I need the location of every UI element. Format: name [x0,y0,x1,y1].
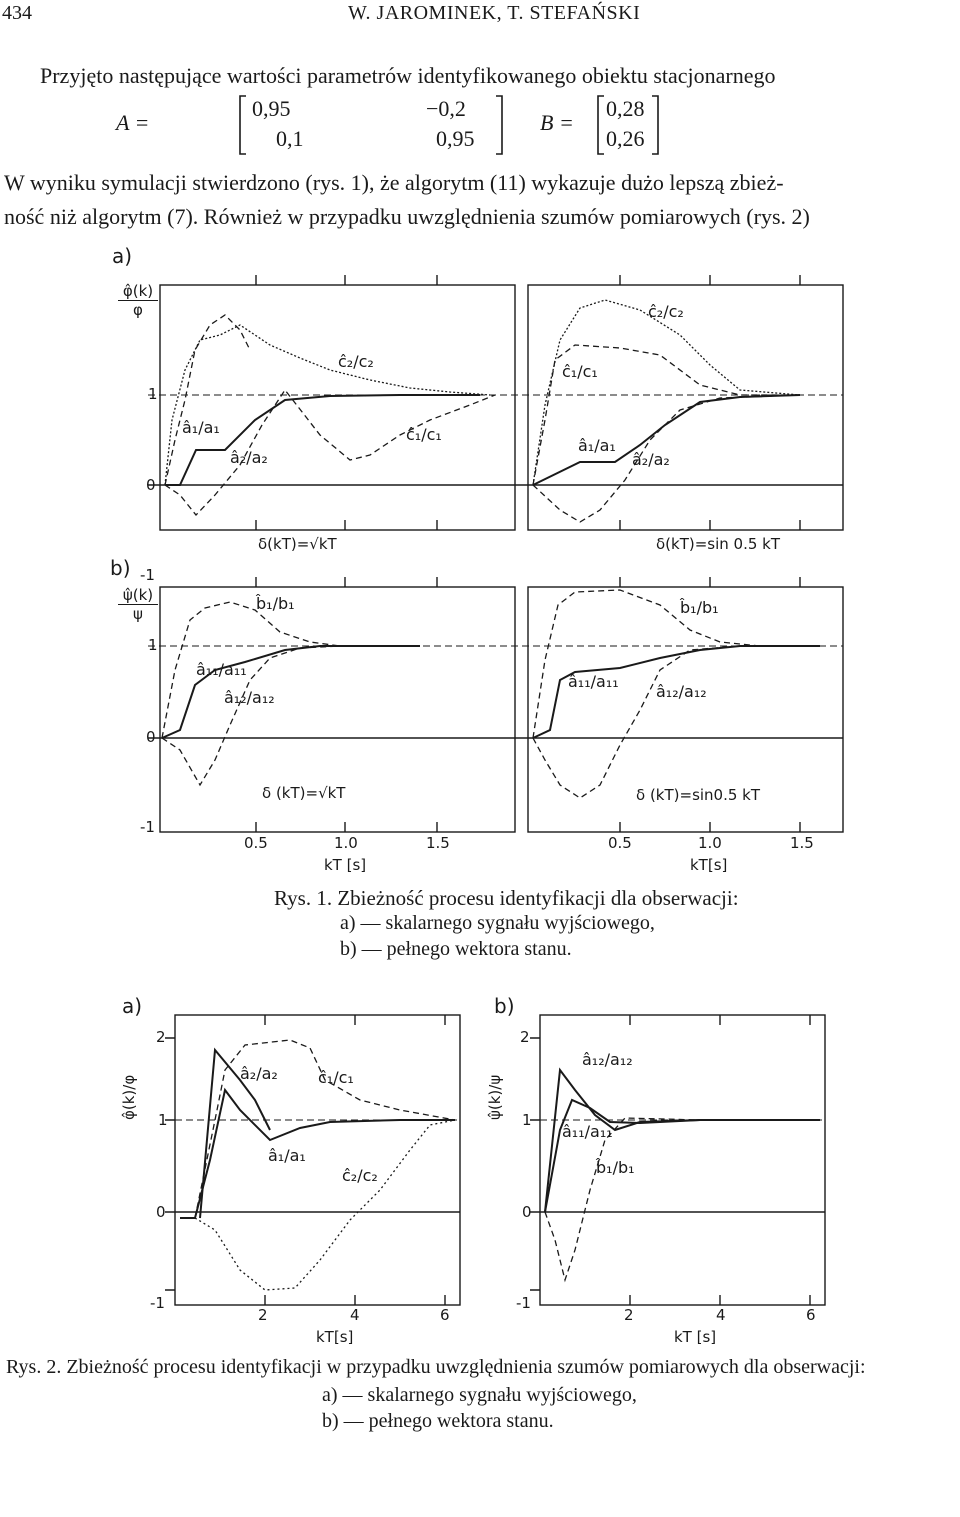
fig1-ar-a1-curve [533,395,800,485]
matrix-b-1: 0,28 [606,96,645,121]
fig1-ar-label-a1: â₁/a₁ [578,436,616,455]
fig1-bl-noise: δ (kT)=√kT [262,784,346,802]
fig2-b-a11-curve [545,1100,820,1212]
fig1-br-label-a11: â₁₁/a₁₁ [568,672,619,691]
matrix-a-12: −0,2 [426,96,466,121]
fig1-xlabel-left: kT [s] [324,856,367,874]
fig1-ar-label-c2: ĉ₂/c₂ [648,302,684,321]
fig2-a-ytick-minus1: -1 [150,1294,165,1312]
fig2-b-label-b1: b̂₁/b₁ [596,1158,635,1177]
fig1-b-ytick-1: 1 [148,636,158,654]
fig1-a-ytick-minus1: -1 [140,566,155,584]
fig1-al-label-a2: â₂/a₂ [230,448,268,467]
fig1-xtick-r1: 0.5 [608,834,632,852]
fig1-ar-noise: δ(kT)=sin 0.5 kT [656,535,781,553]
paragraph-line-3: ność niż algorytm (7). Również w przypadku uwzględnienia szumów pomiarowych (rys. 2) [4,204,810,229]
page-number: 434 [2,2,32,24]
fig1-ylabel-a: φ̂(k) φ [118,282,158,319]
fig2-ylabel-b: ψ̂(k)/ψ [486,1074,504,1120]
fig2-a-c1-curve [195,1040,455,1218]
fig1-caption-1: Rys. 1. Zbieżność procesu identyfikacji dla obserwacji: [274,886,739,910]
fig2-ylabel-a: φ̂(k)/φ [120,1074,138,1120]
fig1-b-ytick-0: 0 [146,728,156,746]
matrix-a-11: 0,95 [252,96,291,121]
fig1-ar-label-a2: â₂/a₂ [632,450,670,469]
figure-1 [0,240,960,880]
fig2-a-xtick-6: 6 [440,1306,450,1324]
fig1-ar-label-c1: ĉ₁/c₁ [562,362,598,381]
fig2-a-c2-curve [195,1120,455,1290]
fig1-xtick-r2: 1.0 [698,834,722,852]
fig2-label-b: b) [494,994,515,1018]
fig2-caption-3: b) — pełnego wektora stanu. [322,1410,554,1432]
fig2-a-xtick-4: 4 [350,1306,360,1324]
running-title: W. JAROMINEK, T. STEFAŃSKI [348,2,641,24]
fig2-b-xtick-4: 4 [716,1306,726,1324]
fig2-b-xtick-2: 2 [624,1306,634,1324]
fig1-a-right-frame [528,285,843,530]
fig2-a-ytick-2: 2 [156,1028,166,1046]
fig2-a-label-c2: ĉ₂/c₂ [342,1166,378,1185]
fig1-br-b1-curve [533,590,760,738]
fig2-b-a12-curve [545,1070,700,1212]
fig2-b-ytick-minus1: -1 [516,1294,531,1312]
fig1-xtick-l3: 1.5 [426,834,450,852]
fig1-br-noise: δ (kT)=sin0.5 kT [636,786,761,804]
fig2-b-ytick-1: 1 [522,1111,532,1129]
fig1-bl-label-b1: b̂₁/b₁ [256,594,295,613]
fig1-xlabel-right: kT[s] [690,856,728,874]
fig1-br-label-a12: â₁₂/a₁₂ [656,682,707,701]
fig2-a-frame [175,1015,460,1305]
fig1-al-label-c1: ĉ₁/c₁ [406,425,442,444]
fig2-b-ytick-0: 0 [522,1203,532,1221]
fig1-label-b: b) [110,556,131,580]
figure-2 [0,990,960,1330]
fig1-al-label-a1: â₁/a₁ [182,418,220,437]
fig1-a-left-frame [160,285,515,530]
fig2-caption-1: Rys. 2. Zbieżność procesu identyfikacji w przypadku uwzględnienia szumów pomiarowych dla obserwacji: [6,1356,866,1378]
matrix-a-22: 0,95 [436,126,475,151]
fig1-caption-2: a) — skalarnego sygnału wyjściowego, [340,912,655,934]
fig1-label-a: a) [112,244,133,268]
fig2-a-label-a2: â₂/a₂ [240,1064,278,1083]
fig1-a-ytick-0: 0 [146,476,156,494]
fig1-bl-a12-curve [162,646,340,785]
fig1-xtick-r3: 1.5 [790,834,814,852]
fig2-label-a: a) [122,994,143,1018]
paragraph-line-2: W wyniku symulacji stwierdzono (rys. 1), że algorytm (11) wykazuje dużo lepszą zbież- [4,170,784,195]
fig2-a-xtick-2: 2 [258,1306,268,1324]
fig2-a-label-a1: â₁/a₁ [268,1146,306,1165]
fig1-al-label-c2: ĉ₂/c₂ [338,352,374,371]
fig2-b-b1-curve [545,1118,700,1280]
matrix-a-label: A = [116,110,150,135]
fig1-a-ytick-1: 1 [148,385,158,403]
fig2-a-a1-curve [180,1090,455,1218]
fig2-a-ytick-0: 0 [156,1203,166,1221]
fig2-caption-2: a) — skalarnego sygnału wyjściowego, [322,1384,637,1406]
fig1-b-ytick-minus1: -1 [140,818,155,836]
fig1-br-label-b1: b̂₁/b₁ [680,598,719,617]
fig2-xlabel-b: kT [s] [674,1328,717,1346]
fig1-bl-label-a11: â₁₁/a₁₁ [196,660,247,679]
fig1-al-c2-curve [165,325,490,485]
fig1-bl-b1-curve [162,602,340,738]
fig2-xlabel-a: kT[s] [316,1328,354,1346]
matrix-b-2: 0,26 [606,126,645,151]
fig2-b-label-a12: â₁₂/a₁₂ [582,1050,633,1069]
fig2-b-label-a11: â₁₁/a₁₁ [562,1122,613,1141]
fig1-xtick-l2: 1.0 [334,834,358,852]
fig1-caption-3: b) — pełnego wektora stanu. [340,938,572,960]
fig2-b-ytick-2: 2 [520,1028,530,1046]
fig2-a-label-c1: ĉ₁/c₁ [318,1068,354,1087]
matrix-a-21: 0,1 [276,126,304,151]
fig2-a-ytick-1: 1 [158,1111,168,1129]
fig1-xtick-l1: 0.5 [244,834,268,852]
fig1-br-a12-curve [533,646,740,798]
fig1-al-c1-curve [165,390,495,515]
fig2-b-xtick-6: 6 [806,1306,816,1324]
paragraph-line-1: Przyjęto następujące wartości parametrów identyfikowanego obiektu stacjonarnego [40,63,776,88]
fig1-al-noise: δ(kT)=√kT [258,535,337,553]
matrix-b-label: B = [540,110,574,135]
fig1-ylabel-b: ψ̂(k) ψ [118,586,158,623]
fig1-bl-label-a12: â₁₂/a₁₂ [224,688,275,707]
